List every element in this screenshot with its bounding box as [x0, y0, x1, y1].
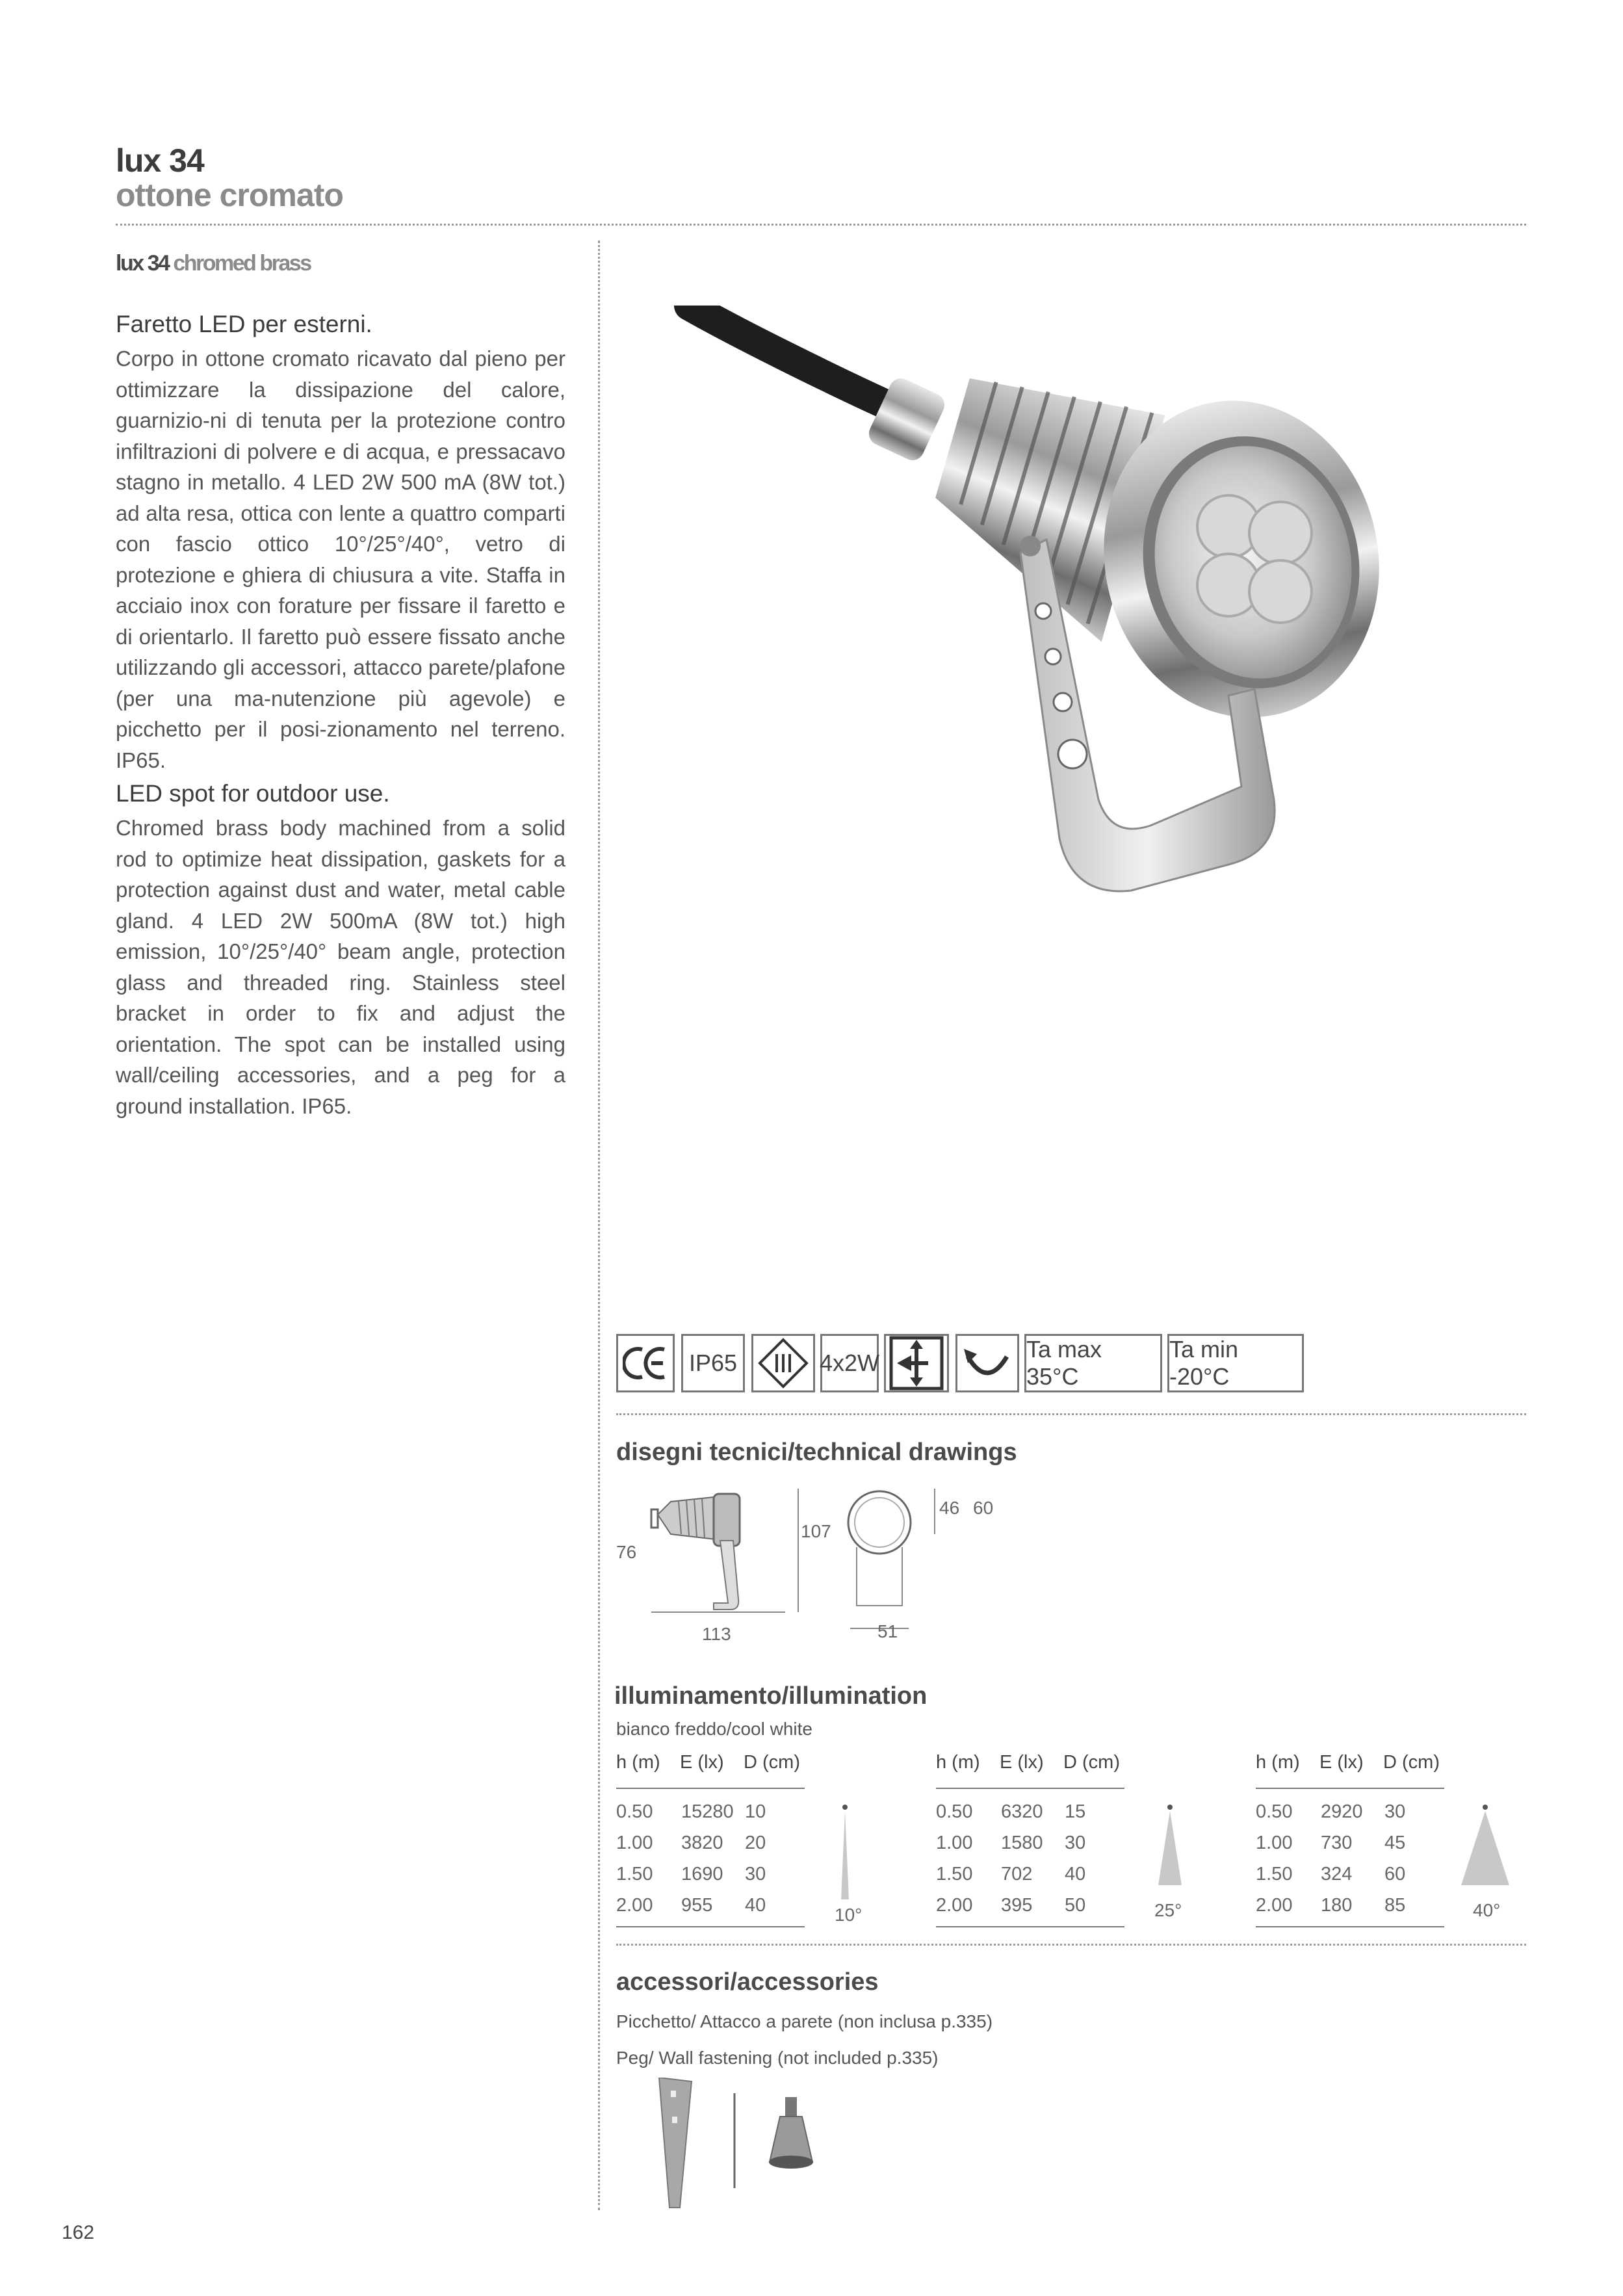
- cell: 1.50: [616, 1864, 653, 1885]
- max-temperature-badge: Ta max 35°C: [1024, 1334, 1162, 1392]
- product-title: lux 34: [116, 142, 204, 179]
- subtitle-material: chromed brass: [173, 251, 311, 276]
- cell: 1.50: [1256, 1864, 1293, 1885]
- beam-10-icon: [832, 1805, 858, 1902]
- table-rule: [616, 1926, 805, 1927]
- accessories-line-english: Peg/ Wall fastening (not included p.335): [616, 2048, 939, 2068]
- wall-fastening-icon: [769, 2097, 813, 2169]
- cell: 20: [745, 1833, 766, 1853]
- table-rule: [616, 1788, 805, 1789]
- rotation-icon: [955, 1334, 1019, 1392]
- header-h: h (m): [616, 1752, 660, 1773]
- min-temperature-badge: Ta min -20°C: [1167, 1334, 1304, 1392]
- table-rule: [936, 1788, 1124, 1789]
- cell: 2920: [1321, 1801, 1363, 1822]
- english-heading: LED spot for outdoor use.: [116, 780, 390, 807]
- cell: 40: [1065, 1864, 1086, 1885]
- table-rule: [1256, 1926, 1444, 1927]
- cell: 0.50: [616, 1801, 653, 1822]
- cell: 2.00: [616, 1895, 653, 1916]
- cell: 955: [681, 1895, 713, 1916]
- cell: 2.00: [936, 1895, 973, 1916]
- product-subtitle: [116, 252, 311, 274]
- cell: 1.50: [936, 1864, 973, 1885]
- cell: 15280: [681, 1801, 734, 1822]
- header-h: h (m): [936, 1752, 980, 1773]
- cell: 45: [1384, 1833, 1406, 1853]
- header-e: E (lx): [1319, 1752, 1364, 1773]
- cell: 40: [745, 1895, 766, 1916]
- ground-peg-icon: [659, 2078, 692, 2208]
- cell: 3820: [681, 1833, 723, 1853]
- italian-heading: Faretto LED per esterni.: [116, 311, 372, 337]
- subtitle-name: lux 34: [116, 251, 169, 276]
- cell: 60: [1384, 1864, 1406, 1885]
- illumination-subtitle: bianco freddo/cool white: [616, 1719, 812, 1739]
- cell: 1.00: [936, 1833, 973, 1853]
- cell: 0.50: [936, 1801, 973, 1822]
- product-material: ottone cromato: [116, 177, 343, 213]
- cell: 0.50: [1256, 1801, 1293, 1822]
- italian-description: Corpo in ottone cromato ricavato dal pieno per ottimizzare la dissipazione del calore, guarnizio-ni di tenuta per la protezione contro infiltrazioni di polvere e di acqua, e pressacavo stagno in metallo. 4 LED 2W 500 mA (8W tot.) ad alta resa, ottica con lente a quattro comparti con fascio ottico 10°/25°/40°, vetro di protezione e ghiera di chiusura a vite. Staffa in acciaio inox con forature per fissare il faretto e di orientarlo. Il faretto può essere fissato anche utilizzando gli accessori, attacco parete/plafone (per una ma-nutenzione più agevole) e picchetto per il posi-zionamento nel terreno. IP65.: [116, 346, 565, 772]
- cell: 50: [1065, 1895, 1086, 1916]
- cell: 1.00: [616, 1833, 653, 1853]
- beam-angle-label: 10°: [835, 1905, 863, 1925]
- class-iii-icon: [751, 1334, 815, 1392]
- illumination-divider: [616, 1944, 1526, 1946]
- adjustable-direction-icon: [884, 1334, 949, 1392]
- drawings-title: disegni tecnici/technical drawings: [616, 1439, 1017, 1466]
- beam-25-icon: [1150, 1805, 1189, 1902]
- header-d: D (cm): [744, 1752, 800, 1773]
- header-e: E (lx): [680, 1752, 724, 1773]
- ip-rating-badge: IP65: [681, 1334, 745, 1392]
- power-badge: 4x2W: [820, 1334, 879, 1392]
- cell: 395: [1001, 1895, 1033, 1916]
- header-d: D (cm): [1383, 1752, 1440, 1773]
- column-divider: [598, 241, 600, 2210]
- icons-divider: [616, 1413, 1526, 1415]
- cell: 85: [1384, 1895, 1406, 1916]
- dim-46: 46: [939, 1498, 960, 1518]
- cell: 6320: [1001, 1801, 1043, 1822]
- product-photo: [656, 306, 1404, 956]
- cell: 30: [1384, 1801, 1406, 1822]
- cell: 1580: [1001, 1833, 1043, 1853]
- page-number: 162: [62, 2222, 95, 2243]
- header-e: E (lx): [1000, 1752, 1044, 1773]
- beam-40-icon: [1456, 1805, 1514, 1902]
- beam-angle-label: 25°: [1154, 1900, 1182, 1920]
- accessories-line-italian: Picchetto/ Attacco a parete (non inclusa p.335): [616, 2011, 993, 2031]
- header-h: h (m): [1256, 1752, 1300, 1773]
- illumination-title: illuminamento/illumination: [614, 1682, 928, 1710]
- accessories-images: [650, 2078, 838, 2214]
- cell: 324: [1321, 1864, 1353, 1885]
- technical-drawing: [616, 1476, 1071, 1658]
- dim-height-107: 107: [801, 1521, 831, 1541]
- cell: 2.00: [1256, 1895, 1293, 1916]
- header-divider: [116, 224, 1526, 226]
- beam-angle-label: 40°: [1473, 1900, 1501, 1920]
- cell: 702: [1001, 1864, 1033, 1885]
- dim-height-76: 76: [616, 1542, 637, 1562]
- cell: 30: [745, 1864, 766, 1885]
- cell: 180: [1321, 1895, 1353, 1916]
- dim-60: 60: [973, 1498, 994, 1518]
- cell: 30: [1065, 1833, 1086, 1853]
- cell: 1690: [681, 1864, 723, 1885]
- accessories-title: accessori/accessories: [616, 1968, 879, 1996]
- cell: 15: [1065, 1801, 1086, 1822]
- ce-mark-icon: [616, 1334, 675, 1392]
- table-rule: [1256, 1788, 1444, 1789]
- dim-length-113: 113: [702, 1624, 731, 1644]
- cell: 1.00: [1256, 1833, 1293, 1853]
- cell: 10: [745, 1801, 766, 1822]
- table-rule: [936, 1926, 1124, 1927]
- cell: 730: [1321, 1833, 1353, 1853]
- english-description: Chromed brass body machined from a solid rod to optimize heat dissipation, gaskets for a protection against dust and water, metal cable gland. 4 LED 2W 500mA (8W tot.) high emission, 10°/25°/40° beam angle, protection glass and threaded ring. Stainless steel bracket in order to fix and adjust the orientation. The spot can be installed using wall/ceiling accessories, and a peg for a ground installation. IP65.: [116, 816, 565, 1118]
- dim-width-51: 51: [877, 1621, 898, 1641]
- header-d: D (cm): [1063, 1752, 1120, 1773]
